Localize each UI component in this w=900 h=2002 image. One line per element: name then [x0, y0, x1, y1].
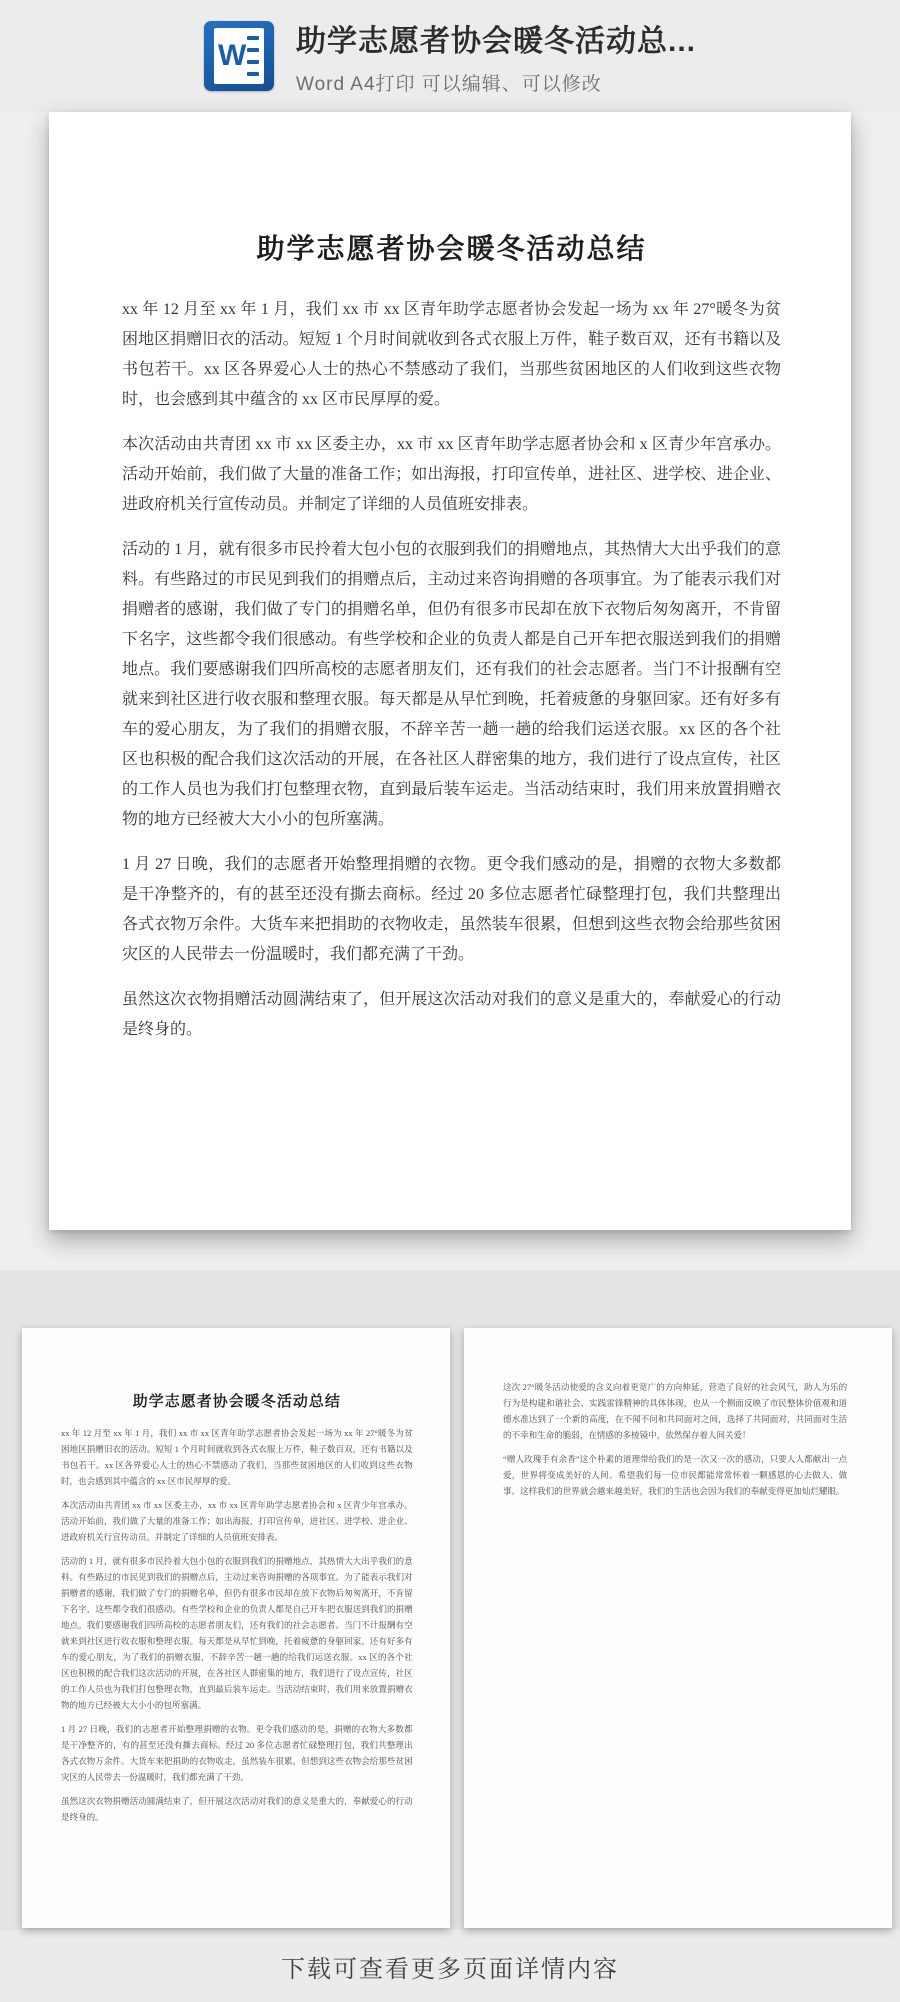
- thumbnail-page-2[interactable]: [464, 1328, 892, 1928]
- thumb1-paragraph: xx 年 12 月至 xx 年 1 月，我们 xx 市 xx 区青年助学志愿者协会发起一场为 xx 年 27°暖冬为贫困地区捐赠旧衣的活动。短短 1 个月时间就收到各式衣服上万件，鞋子数百双，还有书籍以及书包若干。xx 区各界爱心人士的热心不禁感动了我们，当那些贫困地区的人们收到这些衣物时，也会感到其中蕴含的 xx 区市民厚厚的爱。: [60, 1428, 413, 1486]
- thumbnail-page-2-content: [464, 1328, 848, 1500]
- word-icon-letter: W: [217, 39, 247, 72]
- document-title: 助学志愿者协会暖冬活动总...: [295, 25, 696, 58]
- word-icon-page: [214, 28, 264, 84]
- thumb2-paragraph: “赠人玫瑰手有余香”这个朴素的道理带给我们的是一次又一次的感动，只要人人都献出一点爱，世界将变成美好的人间。希望我们每一位市民都能常常怀着一颗感恩的心去做人、做事。这样我们的世界就会越来越美好，我们的生活也会因为我们的奉献变得更加灿烂耀眼。: [502, 1455, 848, 1497]
- page1-title: 助学志愿者协会暖冬活动总结: [256, 234, 647, 265]
- word-file-icon: [204, 21, 274, 91]
- page1-paragraph: 本次活动由共青团 xx 市 xx 区委主办，xx 市 xx 区青年助学志愿者协会和 x 区青少年宫承办。活动开始前，我们做了大量的准备工作；如出海报，打印宣传单，进社区、进学校、进企业、进政府机关行宣传动员。并制定了详细的人员值班安排表。: [122, 436, 781, 513]
- document-subtitle: Word A4打印 可以编辑、可以修改: [295, 74, 602, 95]
- footer-note: 下载可查看更多页面详情内容: [281, 1955, 619, 1983]
- thumb1-paragraph: 虽然这次衣物捐赠活动圆满结束了，但开展这次活动对我们的意义是重大的，奉献爱心的行动是终身的。: [60, 1797, 413, 1823]
- thumb1-paragraph: 本次活动由共青团 xx 市 xx 区委主办，xx 市 xx 区青年助学志愿者协会和 x 区青少年宫承办。活动开始前，我们做了大量的准备工作；如出海报，打印宣传单，进社区、进学校、进企业、进政府机关行宣传动员。并制定了详细的人员值班安排表。: [60, 1500, 413, 1543]
- word-icon-lines: [246, 33, 260, 79]
- header-text-block: [296, 16, 696, 96]
- thumb1-paragraph: 1 月 27 日晚，我们的志愿者开始整理捐赠的衣物。更令我们感动的是，捐赠的衣物大多数都是干净整齐的，有的甚至还没有撕去商标。经过 20 多位志愿者忙碌整理打包，我们共整理出各式衣物万余件。大货车来把捐助的衣物收走，虽然装车很累，但想到这些衣物会给那些贫困灾区的人民带去一份温暖时，我们都充满了干劲。: [60, 1725, 413, 1783]
- header: [0, 0, 900, 112]
- page1-paragraph: 活动的 1 月，就有很多市民拎着大包小包的衣服到我们的捐赠地点，其热情大大出乎我们的意料。有些路过的市民见到我们的捐赠点后，主动过来咨询捐赠的各项事宜。为了能表示我们对捐赠者的感谢，我们做了专门的捐赠名单，但仍有很多市民却在放下衣物后匆匆离开，不肯留下名字，这些都令我们很感动。有些学校和企业的负责人都是自己开车把衣服送到我们的捐赠地点。我们要感谢我们四所高校的志愿者朋友们，还有我们的社会志愿者。当门不计报酬有空就来到社区进行收衣服和整理衣服。每天都是从早忙到晚，托着疲惫的身躯回家。还有好多有车的爱心朋友，为了我们的捐赠衣服，不辞辛苦一趟一趟的给我们运送衣服。xx 区的各个社区也积极的配合我们这次活动的开展，在各社区人群密集的地方，我们进行了设点宣传，社区的工作人员也为我们打包整理衣物，直到最后装车运走。当活动结束时，我们用来放置捐赠衣物的地方已经被大大小小的包所塞满。: [122, 541, 781, 828]
- document-page-1-preview[interactable]: [49, 112, 851, 1230]
- thumb1-paragraph: 活动的 1 月，就有很多市民拎着大包小包的衣服到我们的捐赠地点，其热情大大出乎我们的意料。有些路过的市民见到我们的捐赠点后，主动过来咨询捐赠的各项事宜。为了能表示我们对捐赠者的感谢，我们做了专门的捐赠名单，但仍有很多市民却在放下衣物后匆匆离开，不肯留下名字，这些都令我们很感动。有些学校和企业的负责人都是自己开车把衣服送到我们的捐赠地点。我们要感谢我们四所高校的志愿者朋友们，还有我们的社会志愿者。当门不计报酬有空就来到社区进行收衣服和整理衣服。每天都是从早忙到晚，托着疲惫的身躯回家。还有好多有车的爱心朋友，为了我们的捐赠衣服，不辞辛苦一趟一趟的给我们运送衣服。xx 区的各个社区也积极的配合我们这次活动的开展，在各社区人群密集的地方，我们进行了设点宣传，社区的工作人员也为我们打包整理衣物，直到最后装车运走。当活动结束时，我们用来放置捐赠衣物的地方已经被大大小小的包所塞满。: [60, 1556, 413, 1711]
- thumbnail-page-1[interactable]: [22, 1328, 450, 1928]
- thumb1-title: 助学志愿者协会暖冬活动总结: [132, 1393, 341, 1410]
- page1-content: [49, 112, 851, 1045]
- page1-paragraph: 1 月 27 日晚，我们的志愿者开始整理捐赠的衣物。更令我们感动的是，捐赠的衣物大多数都是干净整齐的，有的甚至还没有撕去商标。经过 20 多位志愿者忙碌整理打包，我们共整理出各式衣物万余件。大货车来把捐助的衣物收走，虽然装车很累，但想到这些衣物会给那些贫困灾区的人民带去一份温暖时，我们都充满了干劲。: [122, 856, 781, 963]
- main-preview-section: [0, 112, 900, 1270]
- footer: [0, 1930, 900, 2002]
- page1-paragraph: 虽然这次衣物捐赠活动圆满结束了，但开展这次活动对我们的意义是重大的，奉献爱心的行动是终身的。: [122, 991, 781, 1038]
- page1-paragraph: xx 年 12 月至 xx 年 1 月，我们 xx 市 xx 区青年助学志愿者协会发起一场为 xx 年 27°暖冬为贫困地区捐赠旧衣的活动。短短 1 个月时间就收到各式衣服上万件，鞋子数百双，还有书籍以及书包若干。xx 区各界爱心人士的热心不禁感动了我们，当那些贫困地区的人们收到这些衣物时，也会感到其中蕴含的 xx 区市民厚厚的爱。: [122, 301, 781, 408]
- thumbnails-section: [0, 1270, 900, 1930]
- thumb2-paragraph: 这次 27°暖冬活动使爱的含义向着更宽广的方向伸延，营造了良好的社会风气，助人为乐的行为是构建和谐社会、实践雷锋精神的具体体现，也从一个侧面反映了市民整体价值观和道德水准达到了一个新的高度，在不闻不问和共同面对之间，选择了共同面对，共同面对生活的不幸和生命的脆弱，在情感的多棱镜中，依然保存着人间关爱！: [502, 1382, 848, 1441]
- thumbnail-page-1-content: [22, 1328, 413, 1826]
